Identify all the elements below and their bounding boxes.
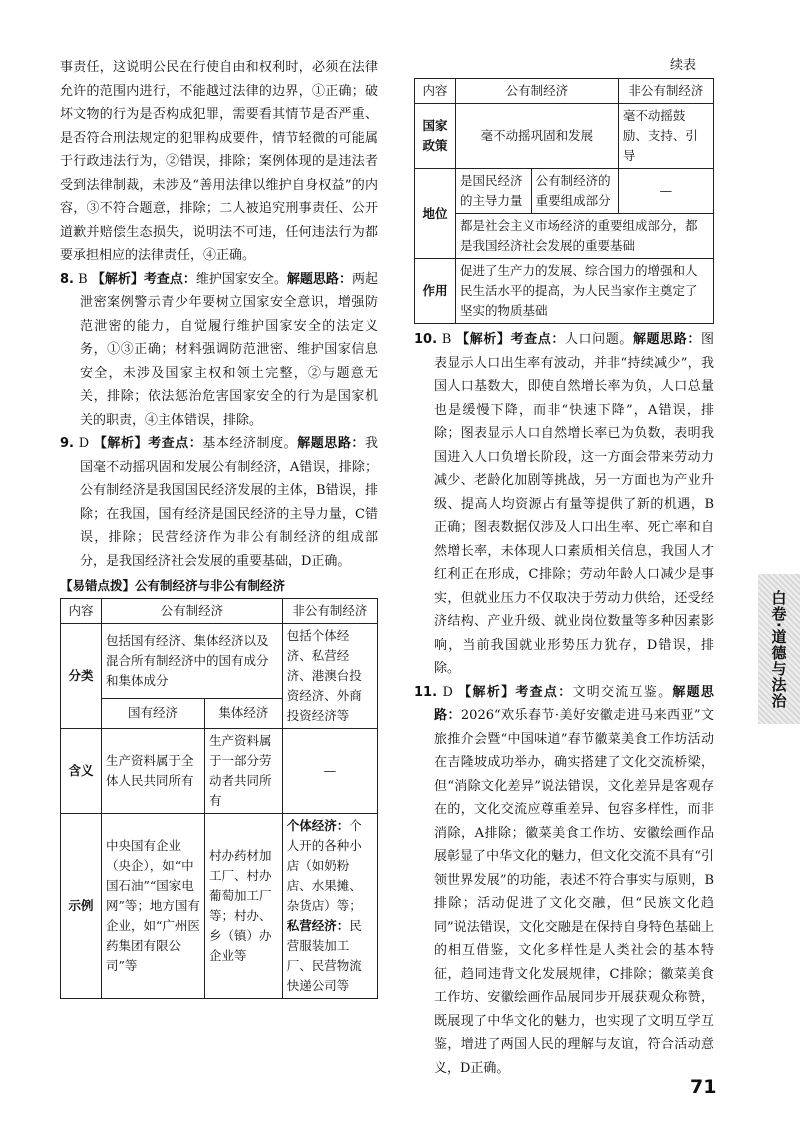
cell-nonpublic-status: — bbox=[618, 169, 713, 214]
cell-nonpublic-meaning: — bbox=[282, 728, 377, 813]
cell-role: 促进了生产力的发展、综合国力的增强和人民生活水平的提高，为人民当家作主奠定了坚实的物质基础 bbox=[456, 259, 714, 324]
idea-label: 解题思路： bbox=[632, 332, 701, 347]
right-column bbox=[414, 56, 714, 1080]
explanation: 图表显示人口出生率有波动，并非“持续减少”，我国人口基数大，即使自然增长率为负，人口总量也是缓慢下降，而非“快速下降”，A错误，排除；图表显示人口自然增长率已为负数，表明我国进入人口负增长阶段，这一方面会带来劳动力减少、老龄化加剧等挑战，另一方面也为产业升级、提高人均资源占有量等提供了新的机遇，B正确；图表数据仅涉及人口出生率、死亡率和自然增长率，未体现人口素质相关信息，我国人才红利正在形成，C排除；劳动年龄人口减少是事实，但就业压力不仅取决于劳动力供给，还受经济结构、产业升级、就业岗位数量等多种因素影响，当前我国就业形势压力犹存，D错误，排除。 bbox=[434, 332, 714, 676]
question-number: 10. bbox=[414, 332, 438, 347]
explanation: 2026“欢乐春节·美好安徽走进马来西亚”文旅推介会暨“中国味道”春节徽菜美食工作坊活动在吉隆坡成功举办，确实搭建了文化交流桥梁，但“消除文化差异”说法错误，文化差异是客观存在的，文化交流应尊重差异、包容多样性，而非消除，A排除；徽菜美食工作坊、安徽绘画作品展彰显了中华文化的魅力，但文化交流不具有“引领世界发展”的功能，表述不符合事实与原则，B排除；活动促进了文化交融，但“民族文化趋同”说法错误，文化交融是在保持自身特色基础上的相互借鉴，文化多样性是人类社会的基本特征，趋同违背文化发展规律，C排除；徽菜美食工作坊、安徽绘画作品展同步开展获观众称赞，既展现了中华文化的魅力，也实现了文明互学互鉴，增进了两国人民的理解与友谊，符合活动意义，D正确。 bbox=[434, 708, 714, 1076]
economy-comparison-table bbox=[60, 598, 378, 999]
idea-label: 解题思路： bbox=[286, 271, 352, 287]
idea-label: 解题思路： bbox=[434, 684, 714, 723]
header-nonpublic: 非公有制经济 bbox=[618, 79, 713, 104]
knowledge-point-label: 考查点： bbox=[143, 271, 196, 287]
cell-state-status: 是国民经济的主导力量 bbox=[456, 169, 532, 214]
row-label-status: 地位 bbox=[415, 169, 456, 259]
subheader-state: 国有经济 bbox=[102, 699, 205, 728]
question-8 bbox=[60, 268, 378, 433]
answer: B bbox=[78, 271, 88, 287]
cell-state-meaning: 生产资料属于全体人民共同所有 bbox=[102, 728, 205, 813]
question-number: 9. bbox=[60, 436, 74, 451]
private-economy-label: 私营经济： bbox=[286, 917, 350, 933]
knowledge-point-label: 考查点： bbox=[515, 684, 573, 700]
continued-label: 续表 bbox=[669, 58, 696, 73]
answer: D bbox=[78, 436, 90, 451]
knowledge-point-label: 考查点： bbox=[510, 332, 565, 347]
row-label-example: 示例 bbox=[61, 813, 102, 998]
knowledge-point: 文明交流互鉴。 bbox=[572, 684, 673, 700]
question-number: 8. bbox=[60, 271, 74, 287]
cell-public-policy: 毫不动摇巩固和发展 bbox=[456, 104, 619, 169]
analysis-tag: 【解析】 bbox=[91, 271, 144, 287]
explanation: 我国毫不动摇巩固和发展公有制经济，A错误，排除；公有制经济是我国国民经济发展的主体，B错误，排除；在我国，国有经济是国民经济的主导力量，C错误，排除；民营经济作为非公有制经济的组成部分，是我国经济社会发展的重要基础，D正确。 bbox=[80, 436, 378, 569]
header-content: 内容 bbox=[61, 598, 102, 623]
row-label-category: 分类 bbox=[61, 623, 102, 728]
header-public: 公有制经济 bbox=[456, 79, 619, 104]
cell-state-example: 中央国有企业（央企），如“中国石油”“国家电网”等；地方国有企业，如“广州医药集团有限公司”等 bbox=[102, 813, 205, 998]
economy-comparison-table-continued bbox=[414, 78, 714, 324]
cell-collective-meaning: 生产资料属于一部分劳动者共同所有 bbox=[204, 728, 282, 813]
question-9 bbox=[60, 432, 378, 573]
question-number: 11. bbox=[414, 684, 438, 700]
cell-shared-status: 都是社会主义市场经济的重要组成部分，都是我国经济社会发展的重要基础 bbox=[456, 214, 714, 259]
question-10 bbox=[414, 328, 714, 681]
row-label-policy: 国家政策 bbox=[415, 104, 456, 169]
analysis-tag: 【解析】 bbox=[458, 684, 516, 700]
private-economy-text: 民营服装加工厂、民营物流快递公司等 bbox=[286, 917, 362, 993]
explanation: 两起泄密案例警示青少年要树立国家安全意识，增强防范泄密的能力，自觉履行维护国家安全的法定义务，①③正确；材料强调防范泄密、维护国家信息安全，未涉及国家主权和领土完整，②与题意无关，排除；依法惩治危害国家安全的行为是国家机关的职责，④主体错误，排除。 bbox=[80, 271, 378, 428]
knowledge-point: 基本经济制度。 bbox=[202, 436, 298, 451]
cell-collective-example: 村办药材加工厂、村办葡萄加工厂等；村办、乡（镇）办企业等 bbox=[204, 813, 282, 998]
knowledge-point: 维护国家安全。 bbox=[195, 271, 287, 287]
knowledge-point-label: 考查点： bbox=[148, 436, 203, 451]
answer: D bbox=[442, 684, 453, 700]
page-number: 71 bbox=[690, 1076, 717, 1098]
idea-label: 解题思路： bbox=[297, 436, 365, 451]
cell-nonpublic-policy: 毫不动摇鼓励、支持、引导 bbox=[618, 104, 713, 169]
cell-nonpublic-example bbox=[282, 813, 377, 998]
row-label-role: 作用 bbox=[415, 259, 456, 324]
row-label-meaning: 含义 bbox=[61, 728, 102, 813]
question-11 bbox=[414, 681, 714, 1081]
cell-collective-status: 公有制经济的重要组成部分 bbox=[531, 169, 618, 214]
cell-public-category: 包括国有经济、集体经济以及混合所有制经济中的国有成分和集体成分 bbox=[102, 623, 283, 699]
tip-title: 【易错点拨】公有制经济与非公有制经济 bbox=[60, 578, 286, 593]
cell-nonpublic-category: 包括个体经济、私营经济、港澳台投资经济、外商投资经济等 bbox=[282, 623, 377, 728]
analysis-tag: 【解析】 bbox=[456, 332, 511, 347]
knowledge-point: 人口问题。 bbox=[564, 332, 633, 347]
header-nonpublic: 非公有制经济 bbox=[282, 598, 377, 623]
answer: B bbox=[441, 332, 452, 347]
header-public: 公有制经济 bbox=[102, 598, 283, 623]
left-column bbox=[60, 56, 378, 999]
individual-economy-label: 个体经济： bbox=[286, 817, 350, 833]
individual-economy-text: 个人开的各种小店（如奶粉店、水果摊、杂货店）等； bbox=[286, 817, 362, 913]
subject-side-tab: 白卷·道德与法治 bbox=[758, 574, 800, 724]
intro-paragraph: 事责任，这说明公民在行使自由和权利时，必须在法律允许的范围内进行，不能越过法律的边界，①正确；破坏文物的行为是否构成犯罪，需要看其情节是否严重、是否符合刑法规定的犯罪构成要件，情节轻微的可能属于行政违法行为，②错误，排除；案例体现的是违法者受到法律制裁，未涉及“善用法律以维护自身权益”的内容，③不符合题意，排除；二人被追究刑事责任、公开道歉并赔偿生态损失，说明法不可违，任何违法行为都要承担相应的法律责任，④正确。 bbox=[60, 60, 378, 263]
header-content: 内容 bbox=[415, 79, 456, 104]
subheader-collective: 集体经济 bbox=[204, 699, 282, 728]
analysis-tag: 【解析】 bbox=[93, 436, 149, 451]
